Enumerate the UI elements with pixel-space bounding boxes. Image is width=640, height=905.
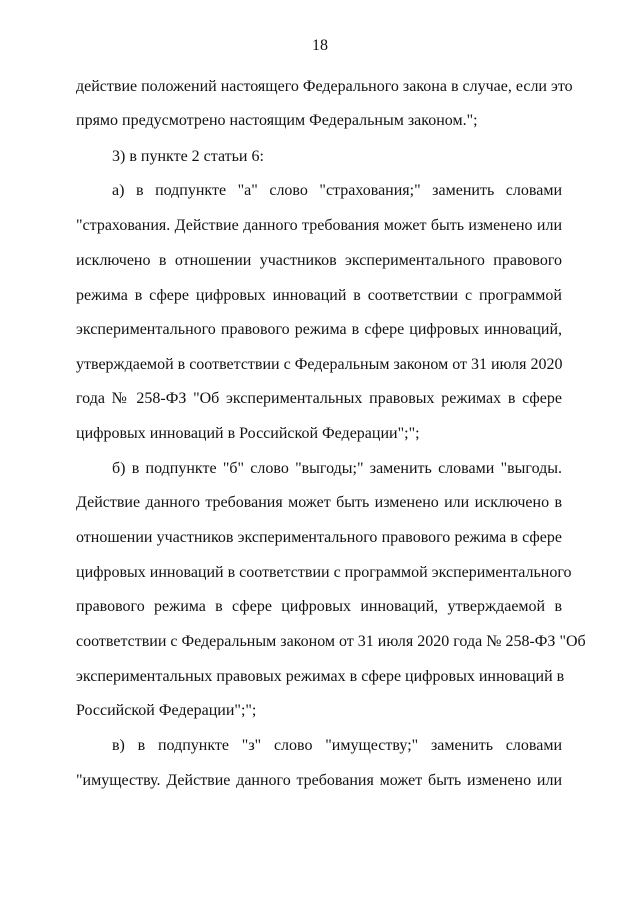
text-line: экспериментальных правовых режимах в сфере цифровых инноваций в <box>76 668 565 685</box>
text-line: цифровых инноваций в Российской Федерации";"; <box>76 425 420 442</box>
text-line: в) в подпункте "з" слово "имуществу;" заменить словами <box>112 737 562 754</box>
text-line: "имуществу. Действие данного требования может быть изменено или <box>76 772 562 789</box>
text-line: а) в подпункте "а" слово "страхования;" заменить словами <box>112 182 562 199</box>
text-line: года № 258-ФЗ "Об экспериментальных правовых режимах в сфере <box>76 390 562 407</box>
text-line: отношении участников экспериментального правового режима в сфере <box>76 529 562 546</box>
text-line: Российской Федерации";"; <box>76 702 257 719</box>
text-line: Действие данного требования может быть изменено или исключено в <box>76 494 562 511</box>
text-line: соответствии с Федеральным законом от 31 июля 2020 года № 258-ФЗ "Об <box>76 633 586 650</box>
text-line: "страхования. Действие данного требования может быть изменено или <box>76 217 562 234</box>
text-line: б) в подпункте "б" слово "выгоды;" заменить словами "выгоды. <box>112 460 562 477</box>
text-line: правового режима в сфере цифровых инноваций, утверждаемой в <box>76 598 562 615</box>
section-heading: 3) в пункте 2 статьи 6: <box>112 148 264 165</box>
text-line: экспериментального правового режима в сфере цифровых инноваций, <box>76 321 562 338</box>
text-line: режима в сфере цифровых инноваций в соответствии с программой <box>76 287 562 304</box>
text-line: прямо предусмотрено настоящим Федеральным законом."; <box>76 112 478 129</box>
text-line: действие положений настоящего Федерального закона в случае, если это <box>76 78 573 95</box>
text-line: цифровых инноваций в соответствии с программой экспериментального <box>76 564 572 581</box>
text-line: исключено в отношении участников экспериментального правового <box>76 252 562 269</box>
page-number: 18 <box>312 37 328 54</box>
text-line: утверждаемой в соответствии с Федеральным законом от 31 июля 2020 <box>76 356 563 373</box>
